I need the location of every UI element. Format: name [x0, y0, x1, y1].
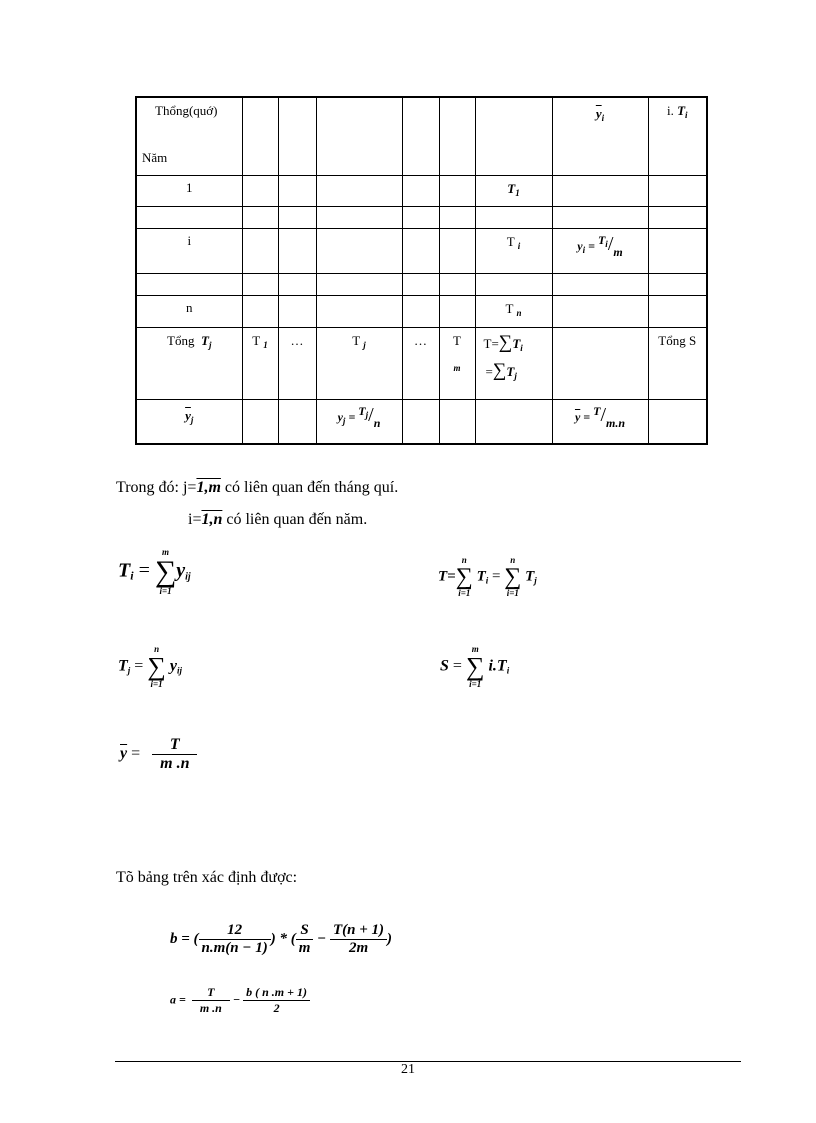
row-label-n: n — [186, 299, 193, 315]
statistics-table — [135, 96, 708, 445]
header-corner-bottom: Năm — [142, 150, 168, 165]
table-row — [136, 273, 707, 295]
definition-line-i: i=1,n có liên quan đến năm. — [188, 511, 368, 528]
header-corner-cell — [136, 97, 242, 175]
formula-Ti: $T_i$ = m ∑ i=1 $y_{ij}$ — [118, 547, 191, 596]
formula-b: b = ( $\frac{12}{n.m(n - 1)}$ ) * ( $\frac{S}{m}$ − $\frac{T(n + 1)}{2m}$ ) — [170, 922, 393, 956]
table-total-row: Tổng $T_j$ T $_1$ … T $_j$ … T m $T=\sum T_i$ $=\sum T_j$ Tổng S — [136, 327, 707, 399]
page-number: 21 — [401, 1062, 415, 1077]
header-iTi-cell: i. $T_i$ — [648, 97, 707, 175]
formula-Tj: $T_j$ = n ∑ i=1 $y_{ij}$ — [118, 644, 182, 689]
table-header-row — [136, 97, 707, 175]
table-row — [136, 206, 707, 228]
grand-mean-cell: $\overline{y} = T/m.n$ — [552, 399, 648, 444]
table-row: n T $_n$ — [136, 295, 707, 327]
header-yi-cell: $\overline{y}_i$ — [552, 97, 648, 175]
formula-ybar: $\overline{y}$ = $\frac{T}{m .n}$ — [120, 736, 197, 773]
mean-formula-cell: $y_j = T_j/n$ — [316, 399, 402, 444]
total-sum-cell: $T=\sum T_i$ $=\sum T_j$ — [475, 327, 552, 399]
header-yi: $\overline{y}$ — [595, 106, 602, 121]
formula-S: S = m ∑ i=1 $i.T_i$ — [440, 644, 510, 689]
row-i-formula-cell: $y_i = T_i/m$ — [552, 228, 648, 273]
formula-T: T= n ∑ i=1 $T_i$ = n ∑ i=1 $T_j$ — [438, 555, 537, 598]
table-row: i T $_i$ $y_i = T_i/m$ — [136, 228, 707, 273]
header-corner-top: Thổng(quớ) — [155, 103, 218, 118]
table-mean-row: $\overline{y}_j$ $y_j = T_j/n$ $\overline{y} = T/m.n$ — [136, 399, 707, 444]
row-label-1: 1 — [186, 179, 193, 195]
derived-line: Tõ bảng trên xác định được: — [116, 869, 298, 886]
table-row: 1 $T_1$ — [136, 175, 707, 206]
row-label-i: i — [187, 232, 192, 248]
definition-line-j: Trong đó: j=1,m có liên quan đến tháng quí. — [116, 479, 399, 496]
formula-a: a = $\frac{T}{m .n}$ − $\frac{b ( n .m + 1)}{2}$ — [170, 985, 310, 1016]
